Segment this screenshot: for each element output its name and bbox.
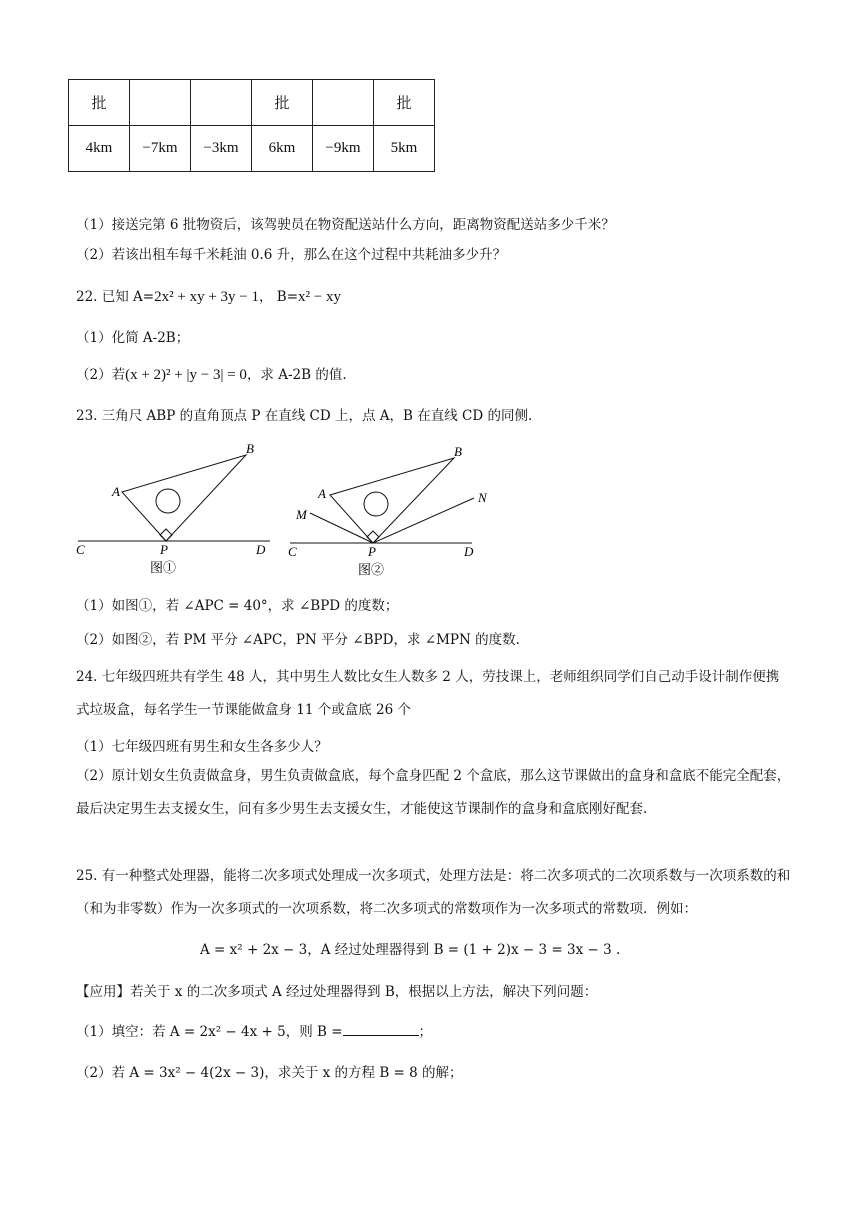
label-c: C <box>288 544 297 559</box>
q22-mid: ， B= <box>259 289 299 305</box>
table-row <box>69 126 435 172</box>
table-cell <box>313 80 374 126</box>
distance-table <box>68 79 435 172</box>
q24-stem: 24. 七年级四班共有学生 48 人，其中男生人数比女生人数多 2 人，劳技课上，老师组织同学们自己动手设计制作便携式垃圾盒，每名学生一节课能做盒身 11 个或盒底 26 个 <box>76 669 780 718</box>
label-a: A <box>318 486 326 501</box>
q24-part1: （1）七年级四班有男生和女生各多少人？ <box>76 739 328 755</box>
q23-part1: （1）如图①，若 ∠APC = 40°，求 ∠BPD 的度数； <box>76 598 399 614</box>
q25-example: A = x² + 2x − 3，A 经过处理器得到 B = (1 + 2)x − 3 = 3x − 3 . <box>200 942 621 958</box>
q22-p2-prefix: （2）若 <box>76 367 126 383</box>
table-cell: 批 <box>252 80 313 126</box>
table-cell: −9km <box>313 126 374 172</box>
q25-apply: 【应用】若关于 x 的二次多项式 A 经过处理器得到 B，根据以上方法，解决下列问题： <box>76 984 598 1000</box>
table-cell: 6km <box>252 126 313 172</box>
table-cell <box>191 80 252 126</box>
figure-2-caption: 图② <box>358 562 385 577</box>
q23-part2: （2）如图②，若 PM 平分 ∠APC，PN 平分 ∠BPD，求 ∠MPN 的度数. <box>76 632 520 648</box>
table-cell: 批 <box>374 80 435 126</box>
table-cell: −7km <box>130 126 191 172</box>
q23-stem: 23. 三角尺 ABP 的直角顶点 P 在直线 CD 上，点 A，B 在直线 CD 的同侧. <box>76 408 533 424</box>
q21-part1: （1）接送完第 6 批物资后，该驾驶员在物资配送站什么方向，距离物资配送站多少千米？ <box>76 217 615 233</box>
q22-p2-suffix: ，求 A-2B 的值. <box>246 367 347 383</box>
answer-blank[interactable] <box>343 1021 419 1036</box>
label-d: D <box>464 544 474 559</box>
label-b: B <box>454 444 462 459</box>
q21-part2: （2）若该出租车每千米耗油 0.6 升，那么在这个过程中共耗油多少升？ <box>76 247 507 263</box>
label-d: D <box>256 542 266 557</box>
q25-p1-prefix: （1）填空：若 A = 2x² − 4x + 5，则 B = <box>76 1024 343 1040</box>
q24-part2: （2）原计划女生负责做盒身，男生负责做盒底，每个盒身匹配 2 个盒底，那么这节课做出的盒身和盒底不能完全配套，最后决定男生去支援女生，问有多少男生去支援女生，才能使这节课制作的盒身和盒底刚好配套. <box>76 768 791 817</box>
q25-stem: 25. 有一种整式处理器，能将二次多项式处理成一次多项式，处理方法是：将二次多项式的二次项系数与一次项系数的和（和为非零数）作为一次多项式的一次项系数，将二次多项式的常数项作为一次多项式的常数项．例如： <box>76 868 791 917</box>
figure-1-caption: 图① <box>150 560 177 575</box>
q22-stem <box>76 287 341 307</box>
label-p: P <box>368 544 376 559</box>
q22-prefix: 22. 已知 A= <box>76 289 155 305</box>
figure-1 <box>76 441 270 575</box>
figure-2 <box>288 444 488 577</box>
label-c: C <box>76 542 85 557</box>
table-cell: −3km <box>191 126 252 172</box>
label-m: M <box>296 507 307 522</box>
q22-part1: （1）化简 A-2B； <box>76 330 190 346</box>
label-n: N <box>478 490 487 505</box>
q23-figures <box>70 438 510 583</box>
q22-condition-expression: (x + 2)² + |y − 3| = 0 <box>125 367 247 383</box>
label-a: A <box>112 484 120 499</box>
label-p: P <box>160 542 168 557</box>
table-row <box>69 80 435 126</box>
q25-p1-suffix: ； <box>418 1024 433 1040</box>
table-cell <box>130 80 191 126</box>
table-cell: 批 <box>69 80 130 126</box>
table-cell: 4km <box>69 126 130 172</box>
q22-b-expression: x² − xy <box>298 289 342 305</box>
q25-part2: （2）若 A = 3x² − 4(2x − 3)，求关于 x 的方程 B = 8 的解； <box>76 1065 463 1081</box>
q25-part1 <box>76 1021 432 1042</box>
table-cell: 5km <box>374 126 435 172</box>
label-b: B <box>246 441 254 456</box>
q22-part2 <box>76 365 347 385</box>
q22-a-expression: 2x² + xy + 3y − 1 <box>154 289 260 305</box>
